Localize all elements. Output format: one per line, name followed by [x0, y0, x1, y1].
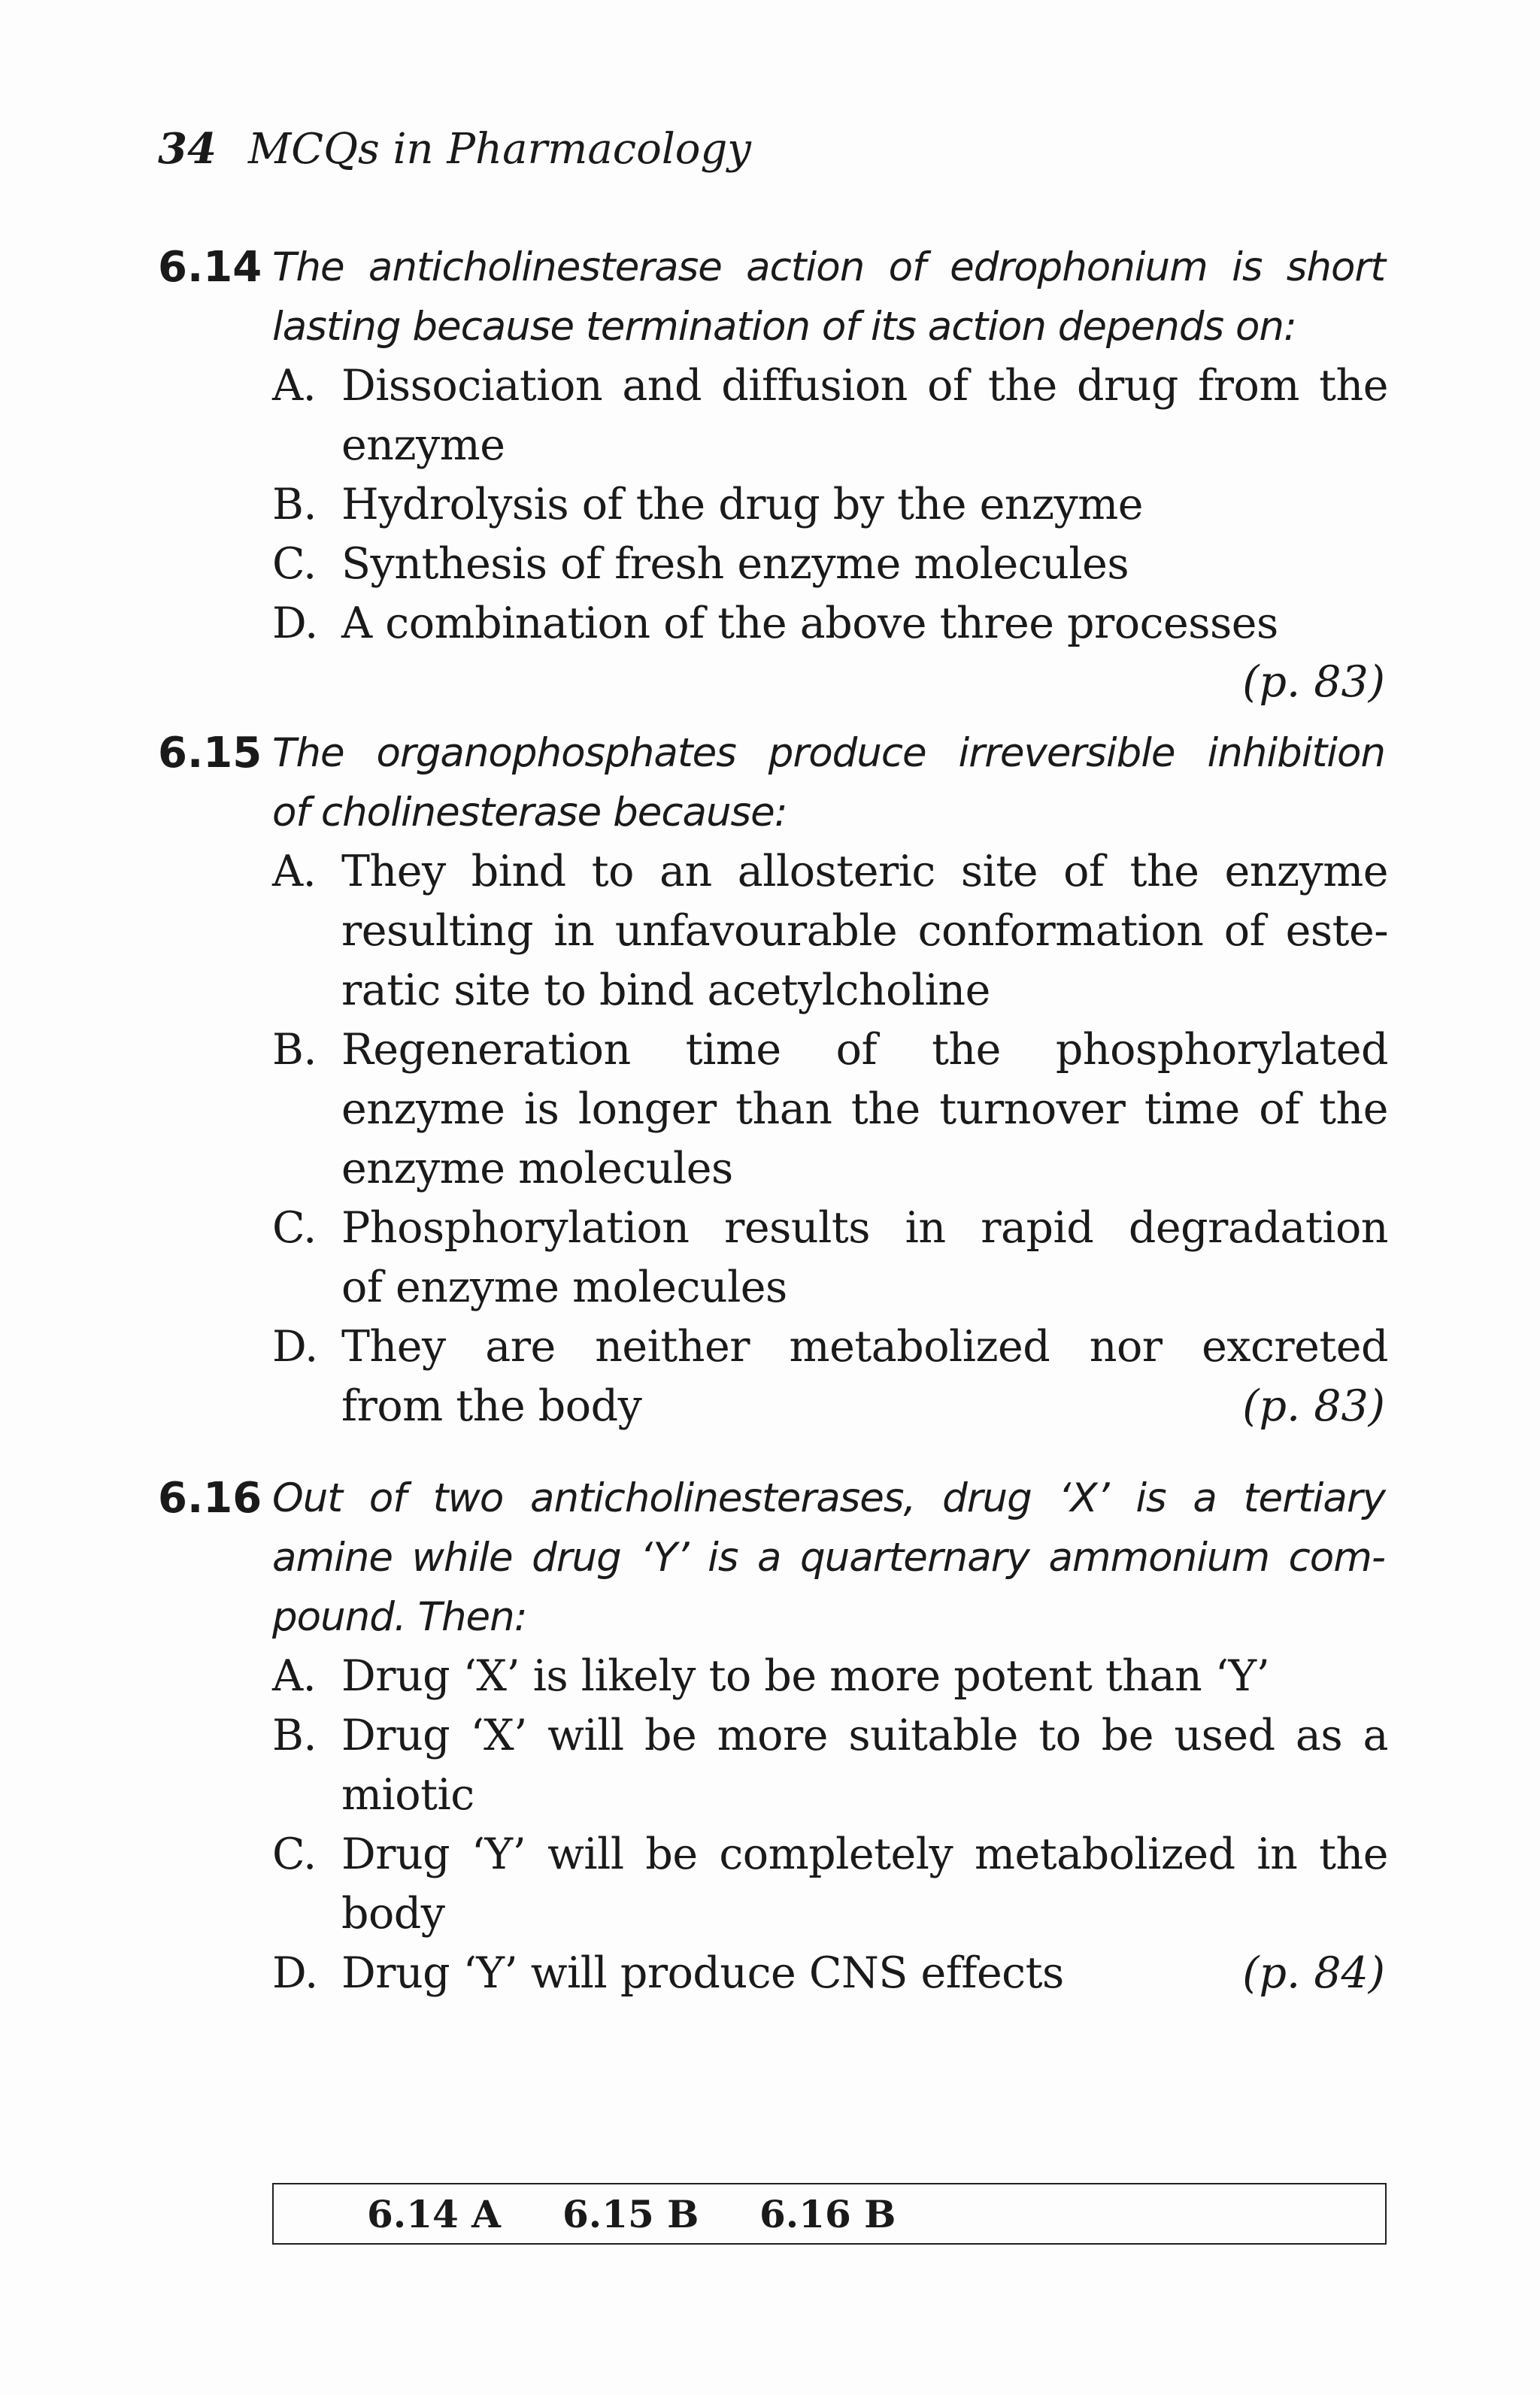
option-line: Drug ‘X’ is likely to be more potent than ‘Y’ — [341, 1651, 1270, 1701]
option-line: enzyme molecules — [341, 1144, 733, 1193]
option-line: enzyme — [341, 420, 505, 470]
stem-line: of cholinesterase because: — [272, 790, 787, 835]
option-letter: D. — [272, 1948, 318, 1998]
option-b — [272, 475, 1388, 535]
option-line: Phosphorylation results in rapid degradation — [341, 1203, 1388, 1253]
option-letter: B. — [272, 480, 317, 529]
option-a — [272, 842, 1388, 1020]
option-letter: C. — [272, 539, 317, 589]
option-line: Regeneration time of the phosphorylated — [341, 1025, 1388, 1075]
option-letter: D. — [272, 599, 318, 648]
page-reference: (p. 83) — [1242, 657, 1385, 707]
question-number: 6.14 — [158, 243, 262, 292]
stem-line: amine while drug ‘Y’ is a quarternary ammonium com- — [272, 1535, 1385, 1581]
option-line: miotic — [341, 1770, 474, 1820]
option-letter: B. — [272, 1711, 317, 1760]
option-line: They are neither metabolized nor excreted — [341, 1322, 1388, 1372]
option-b — [272, 1706, 1388, 1825]
option-d — [272, 1317, 1388, 1436]
option-letter: C. — [272, 1830, 317, 1879]
stem-line: pound. Then: — [272, 1594, 527, 1640]
option-letter: B. — [272, 1025, 317, 1075]
option-d — [272, 594, 1388, 653]
option-b — [272, 1020, 1388, 1199]
stem-line: Out of two anticholinesterases, drug ‘X’ is a tertiary — [272, 1475, 1385, 1521]
option-line: Drug ‘Y’ will produce CNS effects — [341, 1948, 1064, 1998]
question-number: 6.15 — [158, 729, 262, 778]
option-c — [272, 1199, 1388, 1317]
question-stem — [272, 723, 1385, 842]
option-c — [272, 535, 1388, 594]
question-number: 6.16 — [158, 1474, 262, 1523]
answer-6-16: 6.16 B — [759, 2192, 896, 2236]
option-a — [272, 356, 1388, 475]
option-a — [272, 1647, 1388, 1706]
question-stem — [272, 238, 1385, 356]
option-line: A combination of the above three processes — [341, 599, 1278, 648]
stem-line: lasting because termination of its action depends on: — [272, 304, 1296, 350]
book-title: MCQs in Pharmacology — [247, 125, 751, 174]
page-reference: (p. 84) — [1242, 1948, 1385, 1998]
option-line: Hydrolysis of the drug by the enzyme — [341, 480, 1144, 529]
option-line: They bind to an allosteric site of the enzyme — [341, 847, 1388, 896]
answer-6-15: 6.15 B — [562, 2192, 699, 2236]
option-line: Drug ‘X’ will be more suitable to be used as a — [341, 1711, 1388, 1760]
option-line: Drug ‘Y’ will be completely metabolized in the — [341, 1830, 1388, 1879]
option-line: from the body — [341, 1381, 642, 1431]
option-line: Synthesis of fresh enzyme molecules — [341, 539, 1129, 589]
option-line: body — [341, 1889, 445, 1939]
option-letter: A. — [272, 1651, 317, 1701]
option-line: resulting in unfavourable conformation of este- — [341, 906, 1388, 956]
stem-line: The anticholinesterase action of edrophonium is short — [272, 244, 1385, 290]
option-line: Dissociation and diffusion of the drug from the — [341, 361, 1388, 411]
option-line: of enzyme molecules — [341, 1263, 787, 1312]
page-reference: (p. 83) — [1242, 1381, 1385, 1431]
answer-key-box — [272, 2183, 1387, 2245]
option-letter: A. — [272, 361, 317, 411]
stem-line: The organophosphates produce irreversible inhibition — [272, 730, 1385, 776]
page-number: 34 — [158, 124, 217, 174]
running-head — [158, 119, 751, 180]
answer-6-14: 6.14 A — [367, 2192, 501, 2236]
option-line: enzyme is longer than the turnover time of the — [341, 1084, 1388, 1134]
option-d — [272, 1944, 1388, 2003]
option-letter: C. — [272, 1203, 317, 1253]
option-line: ratic site to bind acetylcholine — [341, 966, 990, 1015]
option-letter: D. — [272, 1322, 318, 1372]
question-stem — [272, 1469, 1385, 1647]
option-letter: A. — [272, 847, 317, 896]
option-c — [272, 1825, 1388, 1944]
